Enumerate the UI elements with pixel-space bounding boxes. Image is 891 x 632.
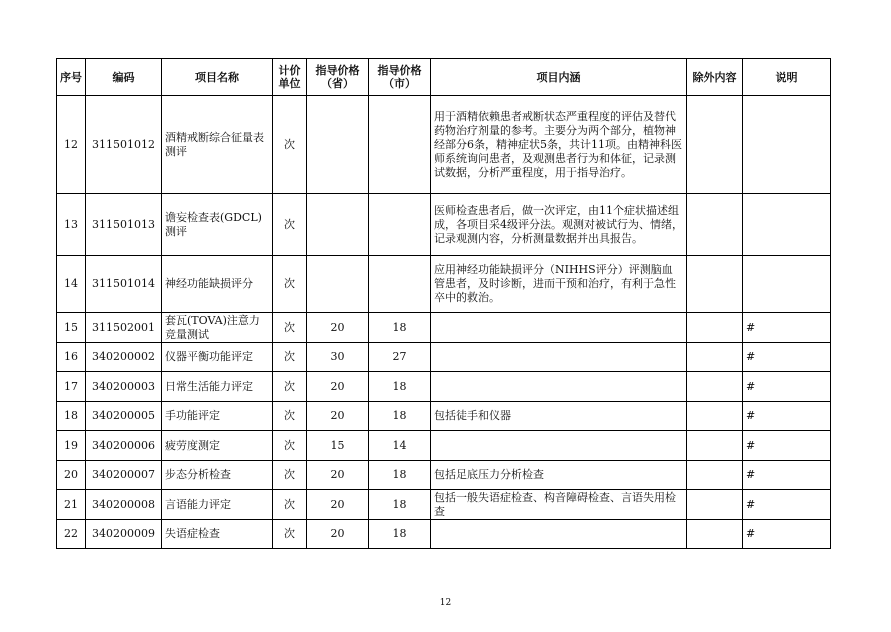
table-row <box>57 402 831 431</box>
cell-exclude <box>687 343 743 372</box>
cell-unit: 次 <box>273 343 307 372</box>
cell-name: 疲劳度测定 <box>162 431 273 461</box>
cell-unit: 次 <box>273 96 307 194</box>
table-row <box>57 431 831 461</box>
cell-exclude <box>687 313 743 343</box>
cell-index: 20 <box>57 461 86 490</box>
cell-index: 16 <box>57 343 86 372</box>
cell-code: 340200006 <box>86 431 162 461</box>
cell-unit: 次 <box>273 490 307 520</box>
cell-price-city: 18 <box>369 520 431 549</box>
cell-price-city: 18 <box>369 313 431 343</box>
cell-content <box>431 313 687 343</box>
cell-unit: 次 <box>273 194 307 256</box>
cell-code: 311502001 <box>86 313 162 343</box>
cell-exclude <box>687 256 743 313</box>
table-row <box>57 96 831 194</box>
table-row <box>57 461 831 490</box>
cell-content: 包括足底压力分析检查 <box>431 461 687 490</box>
cell-price-province: 30 <box>307 343 369 372</box>
cell-code: 340200008 <box>86 490 162 520</box>
cell-unit: 次 <box>273 372 307 402</box>
header-row <box>57 59 831 96</box>
cell-unit: 次 <box>273 313 307 343</box>
col-header-note: 说明 <box>743 59 831 96</box>
cell-content: 包括一般失语症检查、构音障碍检查、言语失用检查 <box>431 490 687 520</box>
cell-note: # <box>743 343 831 372</box>
table-row <box>57 194 831 256</box>
cell-index: 13 <box>57 194 86 256</box>
cell-exclude <box>687 402 743 431</box>
cell-note <box>743 96 831 194</box>
cell-index: 17 <box>57 372 86 402</box>
cell-content: 应用神经功能缺损评分（NIHHS评分）评测脑血管患者，及时诊断，进而干预和治疗，有利于急性卒中的救治。 <box>431 256 687 313</box>
col-header-price-province: 指导价格 （省） <box>307 59 369 96</box>
cell-price-city: 18 <box>369 372 431 402</box>
cell-price-province: 20 <box>307 313 369 343</box>
cell-price-province: 15 <box>307 431 369 461</box>
cell-index: 22 <box>57 520 86 549</box>
cell-name: 日常生活能力评定 <box>162 372 273 402</box>
cell-content: 医师检查患者后，做一次评定，由11个症状描述组成，各项目采4级评分法。观测对被试行为、情绪，记录观测内容，分析测量数据并出具报告。 <box>431 194 687 256</box>
cell-note <box>743 256 831 313</box>
cell-exclude <box>687 372 743 402</box>
cell-unit: 次 <box>273 402 307 431</box>
cell-price-province: 20 <box>307 402 369 431</box>
cell-price-city: 14 <box>369 431 431 461</box>
cell-price-city: 27 <box>369 343 431 372</box>
col-header-name: 项目名称 <box>162 59 273 96</box>
cell-code: 340200007 <box>86 461 162 490</box>
cell-code: 311501012 <box>86 96 162 194</box>
cell-note: # <box>743 402 831 431</box>
cell-code: 340200003 <box>86 372 162 402</box>
col-header-exclude: 除外内容 <box>687 59 743 96</box>
table-row <box>57 372 831 402</box>
cell-name: 步态分析检查 <box>162 461 273 490</box>
table-row <box>57 313 831 343</box>
col-header-index: 序号 <box>57 59 86 96</box>
cell-price-city: 18 <box>369 402 431 431</box>
cell-code: 340200002 <box>86 343 162 372</box>
cell-price-province <box>307 194 369 256</box>
table-row <box>57 490 831 520</box>
col-header-code: 编码 <box>86 59 162 96</box>
cell-note: # <box>743 490 831 520</box>
cell-price-province: 20 <box>307 372 369 402</box>
cell-name: 套瓦(TOVA)注意力竞量测试 <box>162 313 273 343</box>
cell-exclude <box>687 96 743 194</box>
cell-unit: 次 <box>273 256 307 313</box>
cell-price-province: 20 <box>307 461 369 490</box>
cell-code: 311501014 <box>86 256 162 313</box>
cell-name: 谵妄检查表(GDCL)测评 <box>162 194 273 256</box>
cell-price-city <box>369 96 431 194</box>
table-row <box>57 256 831 313</box>
cell-price-province: 20 <box>307 490 369 520</box>
price-table <box>56 58 831 549</box>
cell-unit: 次 <box>273 431 307 461</box>
cell-price-province <box>307 96 369 194</box>
cell-index: 18 <box>57 402 86 431</box>
cell-content <box>431 431 687 461</box>
cell-content <box>431 372 687 402</box>
cell-unit: 次 <box>273 520 307 549</box>
cell-content: 用于酒精依赖患者戒断状态严重程度的评估及替代药物治疗剂量的参考。主要分为两个部分，植物神经部分6条，精神症状5条，共计11项。由精神科医师系统询问患者，及观测患者行为和体征，记录测试数据，分析严重程度，用于指导治疗。 <box>431 96 687 194</box>
cell-note: # <box>743 520 831 549</box>
cell-exclude <box>687 490 743 520</box>
cell-name: 言语能力评定 <box>162 490 273 520</box>
cell-content: 包括徒手和仪器 <box>431 402 687 431</box>
cell-code: 311501013 <box>86 194 162 256</box>
col-header-content: 项目内涵 <box>431 59 687 96</box>
cell-index: 19 <box>57 431 86 461</box>
col-header-unit: 计价 单位 <box>273 59 307 96</box>
cell-exclude <box>687 194 743 256</box>
cell-price-province <box>307 256 369 313</box>
cell-index: 15 <box>57 313 86 343</box>
cell-unit: 次 <box>273 461 307 490</box>
cell-price-city <box>369 256 431 313</box>
table-row <box>57 520 831 549</box>
cell-index: 12 <box>57 96 86 194</box>
cell-note: # <box>743 372 831 402</box>
cell-index: 21 <box>57 490 86 520</box>
cell-note <box>743 194 831 256</box>
cell-note: # <box>743 461 831 490</box>
cell-exclude <box>687 520 743 549</box>
cell-price-city: 18 <box>369 490 431 520</box>
page-number: 12 <box>439 598 452 608</box>
cell-name: 神经功能缺损评分 <box>162 256 273 313</box>
cell-content <box>431 520 687 549</box>
cell-note: # <box>743 431 831 461</box>
cell-code: 340200009 <box>86 520 162 549</box>
cell-name: 酒精戒断综合征量表测评 <box>162 96 273 194</box>
cell-price-province: 20 <box>307 520 369 549</box>
cell-index: 14 <box>57 256 86 313</box>
table-row <box>57 343 831 372</box>
cell-name: 手功能评定 <box>162 402 273 431</box>
cell-name: 失语症检查 <box>162 520 273 549</box>
cell-code: 340200005 <box>86 402 162 431</box>
col-header-price-city: 指导价格 （市） <box>369 59 431 96</box>
cell-content <box>431 343 687 372</box>
cell-price-city <box>369 194 431 256</box>
cell-note: # <box>743 313 831 343</box>
cell-price-city: 18 <box>369 461 431 490</box>
cell-name: 仪器平衡功能评定 <box>162 343 273 372</box>
cell-exclude <box>687 461 743 490</box>
cell-exclude <box>687 431 743 461</box>
